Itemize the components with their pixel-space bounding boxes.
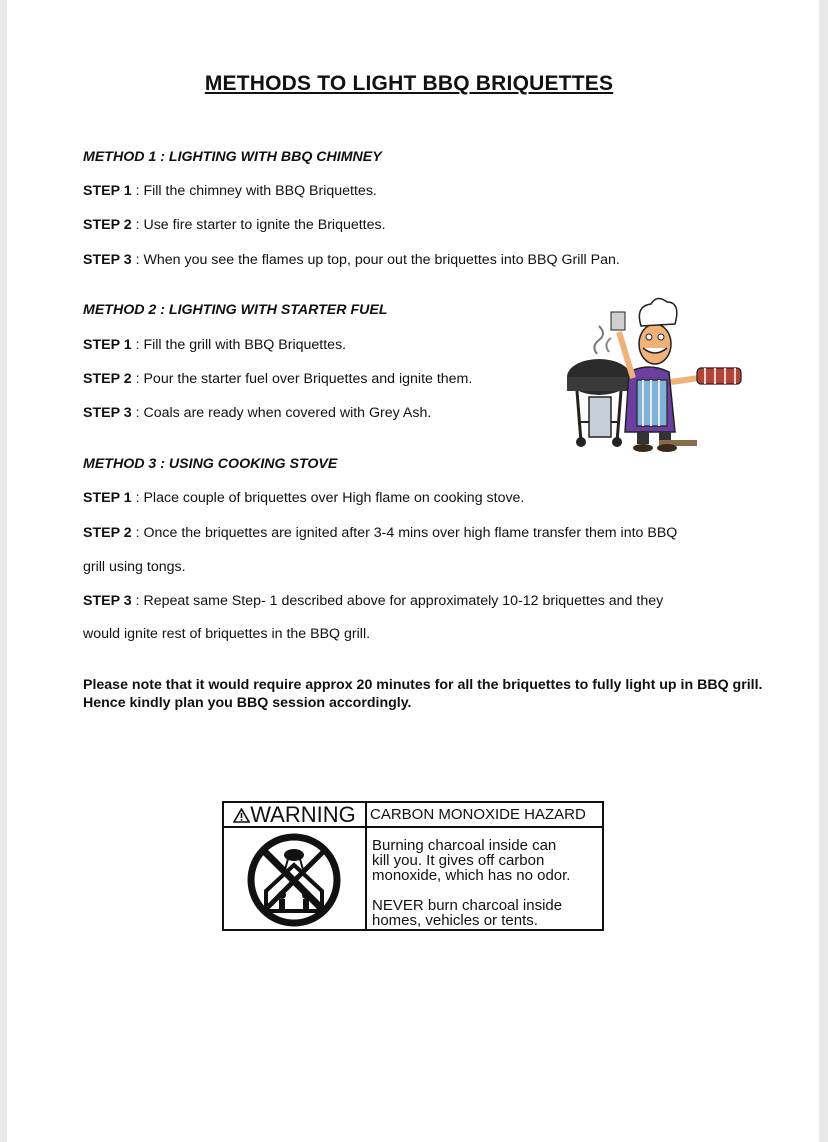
no-indoor-grill-icon [236, 831, 354, 929]
step-text: : Coals are ready when covered with Grey Ash. [131, 405, 432, 421]
step-text: : Fill the chimney with BBQ Briquettes. [131, 183, 377, 199]
method-2-step-2 [83, 371, 472, 387]
method-1-step-1 [83, 183, 377, 199]
step-text: : Repeat same Step- 1 described above for approximately 10-12 briquettes and they [131, 593, 664, 609]
method-2-step-1 [83, 337, 346, 353]
step-label: STEP 2 [83, 525, 132, 541]
step-text: : Once the briquettes are ignited after 3-4 mins over high flame transfer them into BBQ [131, 525, 678, 541]
chef-grilling-clipart [559, 292, 755, 472]
hazard-text-line-1: Burning charcoal inside can [372, 837, 557, 854]
step-label: STEP 3 [83, 405, 132, 421]
hazard-text-line-3: monoxide, which has no odor. [372, 867, 571, 884]
warning-word: WARNING [250, 802, 356, 827]
step-label: STEP 1 [83, 183, 132, 199]
step-text: : Place couple of briquettes over High flame on cooking stove. [131, 490, 525, 506]
method-1-step-2 [83, 217, 386, 233]
hazard-text-line-4: NEVER burn charcoal inside [372, 897, 563, 914]
step-label: STEP 1 [83, 337, 132, 353]
method-2-step-3 [83, 405, 431, 421]
method-1-heading: METHOD 1 : LIGHTING WITH BBQ CHIMNEY [83, 149, 382, 165]
step-label: STEP 1 [83, 490, 132, 506]
warning-header [224, 803, 365, 828]
step-text: : Use fire starter to ignite the Briquettes. [131, 217, 386, 233]
lighting-time-note: Please note that it would require approx 20 minutes for all the briquettes to fully light up in BBQ grill. Hence kindly plan you BBQ session accordingly. [83, 677, 763, 711]
method-3-step-3 [83, 593, 663, 609]
method-2-heading: METHOD 2 : LIGHTING WITH STARTER FUEL [83, 302, 388, 318]
method-3-heading: METHOD 3 : USING COOKING STOVE [83, 456, 338, 472]
warning-left-panel [224, 803, 367, 929]
step-text: : Fill the grill with BBQ Briquettes. [131, 337, 347, 353]
step-label: STEP 3 [83, 252, 132, 268]
hazard-text-line-2: kill you. It gives off carbon [372, 852, 545, 869]
hazard-text-line-5: homes, vehicles or tents. [372, 912, 538, 929]
carbon-monoxide-warning-label [222, 801, 604, 931]
method-3-step-2 [83, 525, 677, 541]
method-3-step-2-continued: grill using tongs. [83, 559, 186, 575]
document-page [7, 0, 819, 1142]
step-text: : Pour the starter fuel over Briquettes and ignite them. [131, 371, 473, 387]
warning-triangle-icon [233, 808, 250, 823]
hazard-title: CARBON MONOXIDE HAZARD [367, 803, 602, 828]
page-title: METHODS TO LIGHT BBQ BRIQUETTES [204, 72, 614, 95]
step-label: STEP 3 [83, 593, 132, 609]
method-1-step-3 [83, 252, 620, 268]
step-label: STEP 2 [83, 371, 132, 387]
step-text: : When you see the flames up top, pour out the briquettes into BBQ Grill Pan. [131, 252, 620, 268]
method-3-step-1 [83, 490, 524, 506]
method-3-step-3-continued: would ignite rest of briquettes in the BBQ grill. [83, 626, 371, 642]
step-label: STEP 2 [83, 217, 132, 233]
